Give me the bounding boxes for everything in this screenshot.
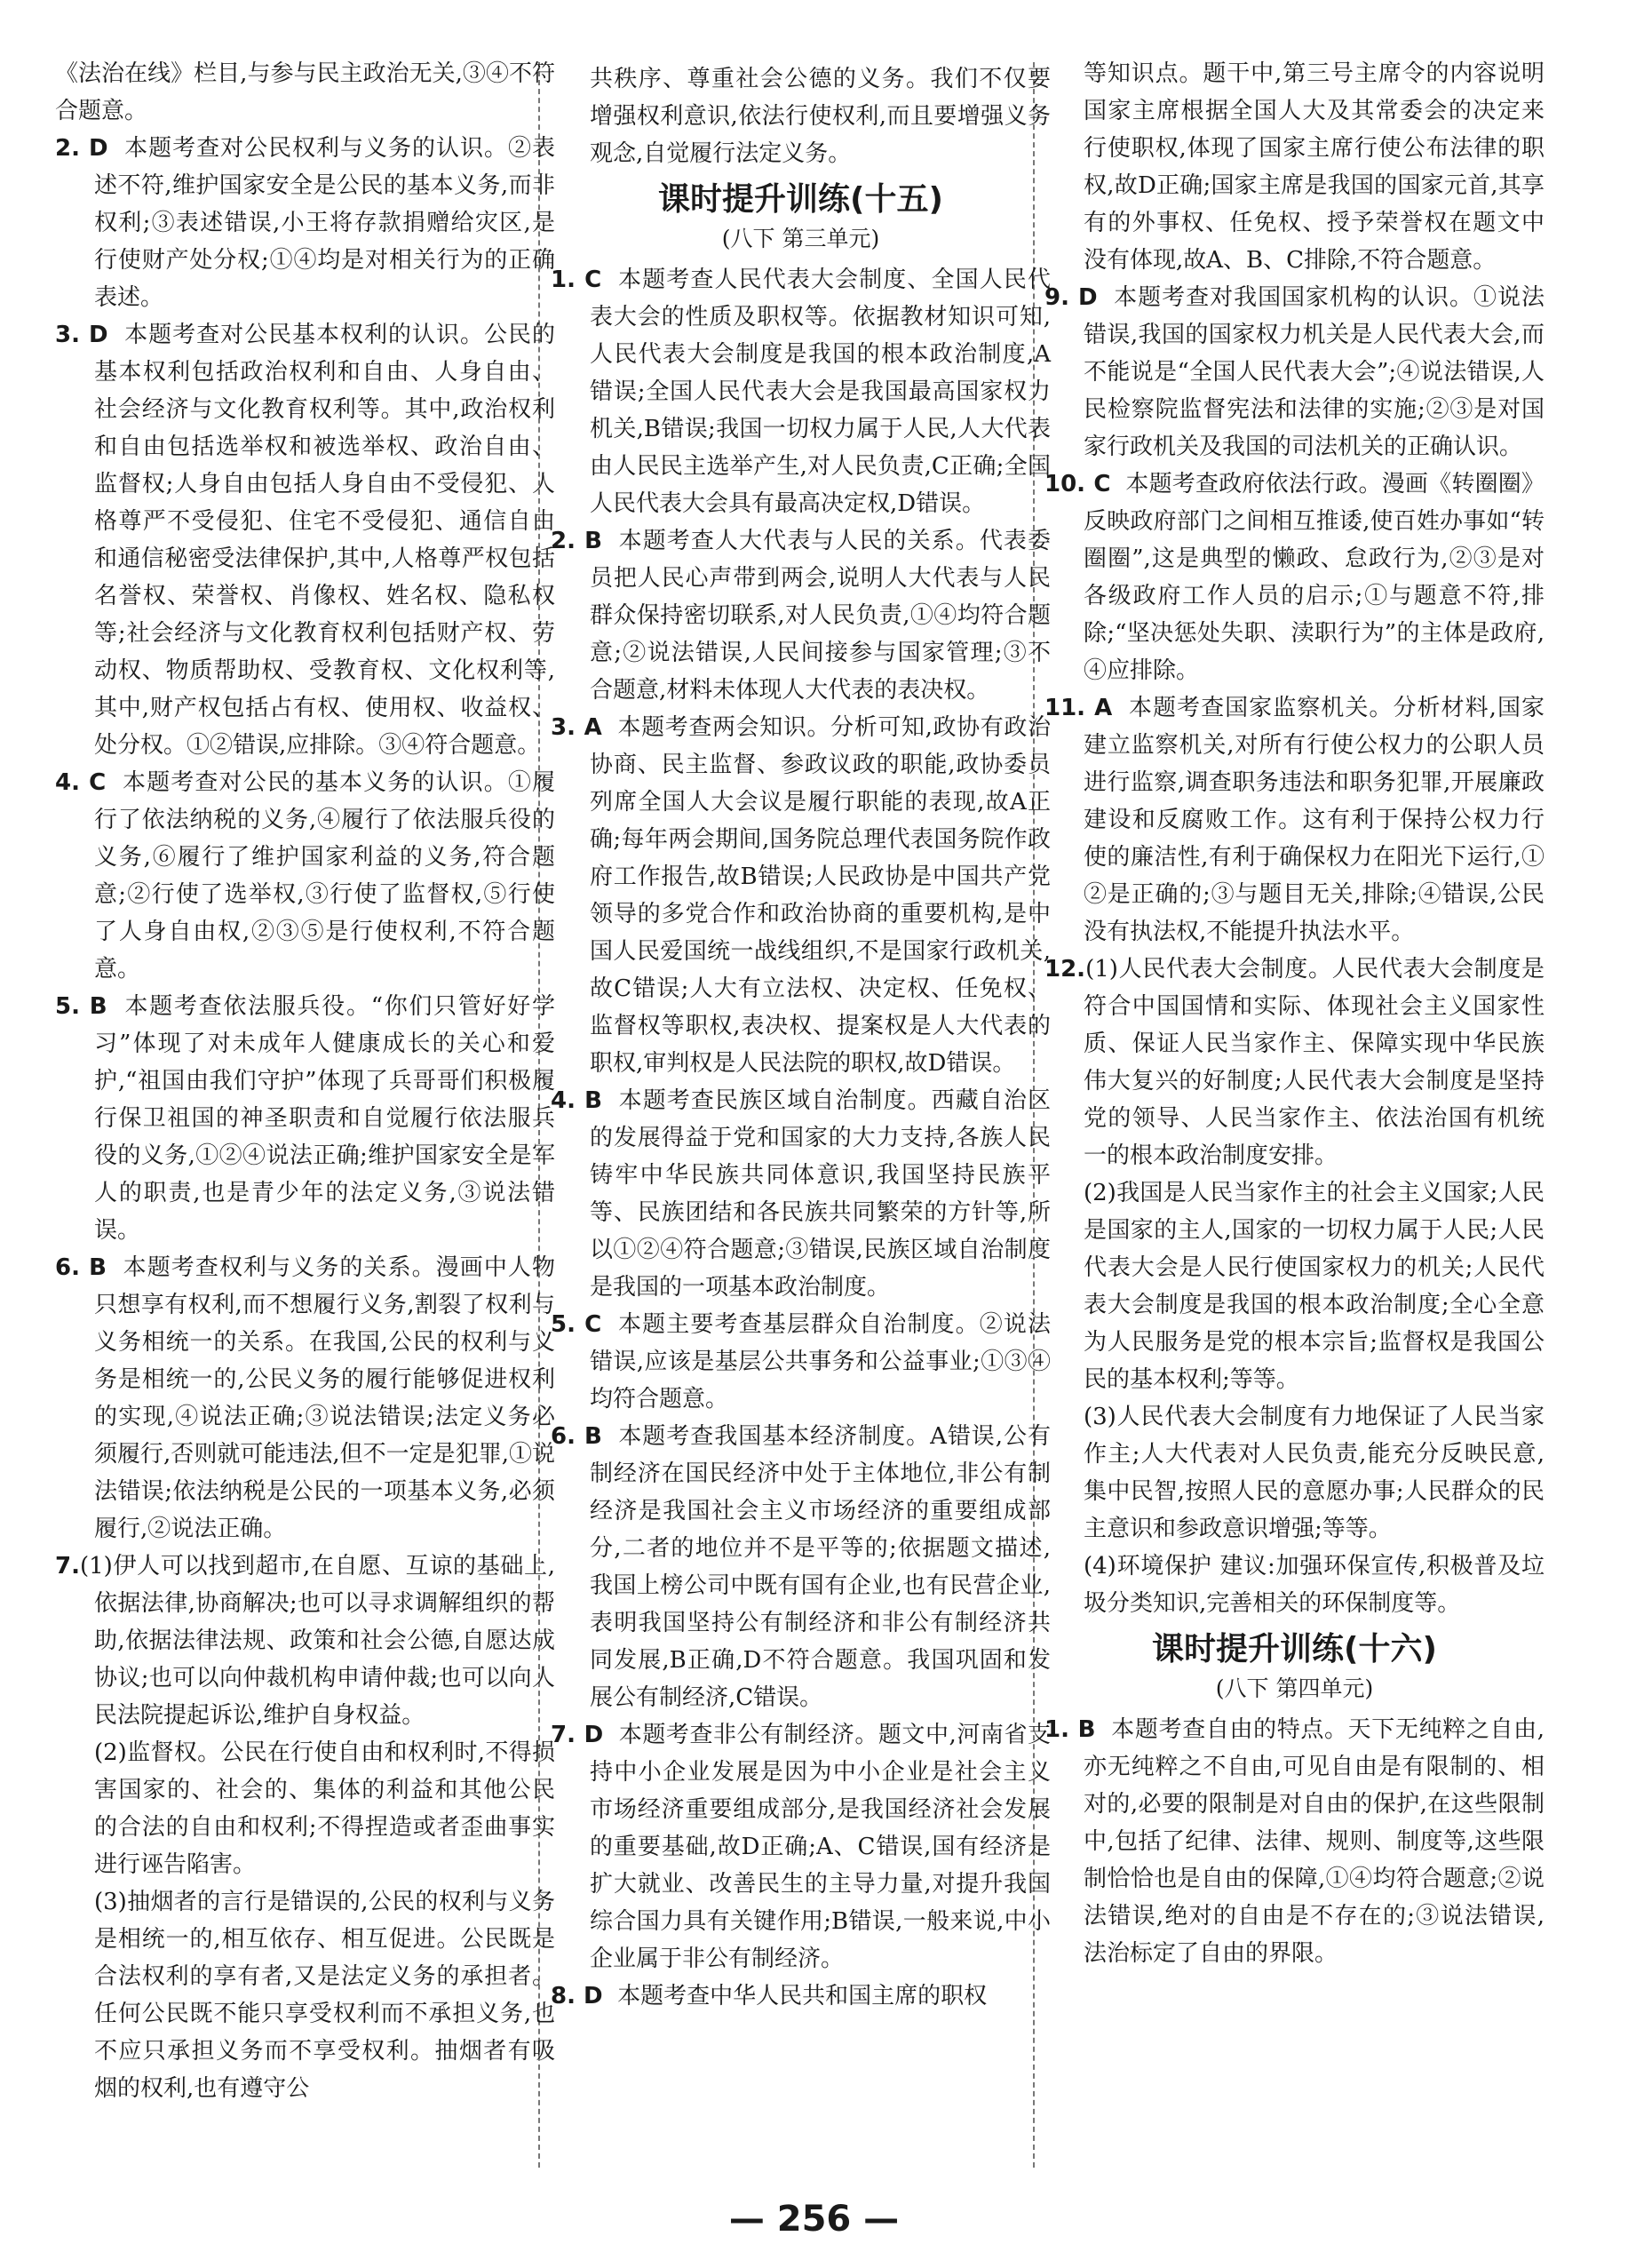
answer-explanation: (1)人民代表大会制度。人民代表大会制度是符合中国国情和实际、体现社会主义国家性质、保证人民当家作主、保障实现中华民族伟大复兴的好制度;人民代表大会制度是坚持党的领导、人民当家作主、依法治国有机统一的根本政治制度安排。 bbox=[1084, 956, 1545, 1169]
answer-explanation: 本题考查非公有制经济。题文中,河南省支持中小企业发展是因为中小企业是社会主义市场经济重要组成部分,是我国经济社会发展的重要基础,故D正确;A、C错误,国有经济是扩大就业、改善民生的主导力量,对提升我国综合国力具有关键作用;B错误,一般来说,中小企业属于非公有制经济。 bbox=[590, 1722, 1051, 1972]
answer-number: 8. D bbox=[551, 1983, 603, 2009]
answer-explanation: 本题考查对公民基本权利的认识。公民的基本权利包括政治权利和自由、人身自由、社会经济与文化教育权利等。其中,政治权利和自由包括选举权和被选举权、政治自由、监督权;人身自由包括人身自由不受侵犯、人格尊严不受侵犯、住宅不受侵犯、通信自由和通信秘密受法律保护,其中,人格尊严权包括名誉权、荣誉权、肖像权、姓名权、隐私权等;社会经济与文化教育权利包括财产权、劳动权、物质帮助权、受教育权、文化权利等,其中,财产权包括占有权、使用权、收益权、处分权。①②错误,应排除。③④符合题意。 bbox=[94, 322, 555, 759]
section-subtitle: (八下 第三单元) bbox=[721, 226, 880, 251]
answer-item bbox=[55, 130, 555, 316]
answer-explanation: 本题考查民族区域自治制度。西藏自治区的发展得益于党和国家的大力支持,各族人民铸牢中华民族共同体意识,我国坚持民族平等、民族团结和各民族共同繁荣的方针等,所以①②④符合题意;③错误,民族区域自治制度是我国的一项基本政治制度。 bbox=[590, 1087, 1051, 1301]
answer-number: 11. A bbox=[1044, 695, 1113, 721]
answer-number: 2. D bbox=[55, 135, 108, 162]
answer-explanation: 本题考查两会知识。分析可知,政协有政治协商、民主监督、参政议政的职能,政协委员列席全国人大会议是履行职能的表现,故A正确;每年两会期间,国务院总理代表国务院作政府工作报告,故B错误;人民政协是中国共产党领导的多党合作和政治协商的重要机构,是中国人民爱国统一战线组织,不是国家行政机关,故C错误;人大有立法权、决定权、任免权、监督权等职权,表决权、提案权是人大代表的职权,审判权是人民法院的职权,故D错误。 bbox=[590, 714, 1051, 1077]
answer-explanation: 本题考查政府依法行政。漫画《转圈圈》反映政府部门之间相互推诿,使百姓办事如“转圈圈”,这是典型的懒政、怠政行为,②③是对各级政府工作人员的启示;①与题意不符,排除;“坚决惩处失职、渎职行为”的主体是政府,④应排除。 bbox=[1084, 471, 1545, 684]
column-middle bbox=[551, 60, 1051, 2015]
section-title: 课时提升训练(十五) bbox=[658, 181, 943, 218]
answer-item bbox=[55, 988, 555, 1249]
answer-number: 10. C bbox=[1044, 471, 1111, 497]
answer-item bbox=[551, 261, 1051, 522]
answer-number: 4. B bbox=[551, 1087, 602, 1114]
answer-subpart: (3)抽烟者的言行是错误的,公民的权利与义务是相统一的,相互依存、相互促进。公民既是合法权利的享有者,又是法定义务的承担者。任何公民既不能只享受权利而不承担义务,也不应只承担义务而不享受权利。抽烟者有吸烟的权利,也有遵守公 bbox=[94, 1889, 555, 2102]
answer-number: 3. D bbox=[55, 322, 108, 348]
answer-number: 5. C bbox=[551, 1311, 602, 1338]
answer-number: 1. B bbox=[1044, 1716, 1096, 1743]
answer-item bbox=[551, 1306, 1051, 1418]
answer-item bbox=[55, 1548, 555, 1734]
answer-item bbox=[1044, 466, 1545, 689]
answer-item bbox=[1044, 1711, 1545, 1972]
answer-item bbox=[55, 316, 555, 764]
answer-number: 12. bbox=[1044, 956, 1086, 983]
answer-item bbox=[551, 1418, 1051, 1716]
answer-number: 6. B bbox=[55, 1254, 107, 1281]
answer-item bbox=[55, 1249, 555, 1548]
column-right bbox=[1044, 55, 1545, 1972]
answer-explanation: 本题考查对公民的基本义务的认识。①履行了依法纳税的义务,④履行了依法服兵役的义务,⑥履行了维护国家利益的义务,符合题意;②行使了选举权,③行使了监督权,⑤行使了人身自由权,②③⑤是行使权利,不符合题意。 bbox=[94, 769, 555, 983]
answer-explanation: 本题考查人大代表与人民的关系。代表委员把人民心声带到两会,说明人大代表与人民群众保持密切联系,对人民负责,①④均符合题意;②说法错误,人民间接参与国家管理;③不合题意,材料未体现人大代表的表决权。 bbox=[590, 528, 1051, 704]
answer-item bbox=[1044, 689, 1545, 951]
answer-subpart: (3)人民代表大会制度有力地保证了人民当家作主;人大代表对人民负责,能充分反映民意,集中民智,按照人民的意愿办事;人民群众的民主意识和参政意识增强;等等。 bbox=[1084, 1404, 1545, 1542]
answer-item bbox=[551, 709, 1051, 1082]
answer-explanation: 本题考查对公民权利与义务的认识。②表述不符,维护国家安全是公民的基本义务,而非权利;③表述错误,小王将存款捐赠给灾区,是行使财产处分权;①④均是对相关行为的正确表述。 bbox=[94, 135, 555, 311]
answer-item bbox=[1044, 279, 1545, 466]
answer-number: 9. D bbox=[1044, 284, 1098, 311]
answer-number: 5. B bbox=[55, 993, 107, 1020]
answer-item bbox=[551, 522, 1051, 709]
section-subtitle: (八下 第四单元) bbox=[1215, 1675, 1374, 1701]
continued-text: 共秩序、尊重社会公德的义务。我们不仅要增强权利意识,依法行使权利,而且要增强义务观念,自觉履行法定义务。 bbox=[590, 66, 1051, 167]
answer-explanation: 本题主要考查基层群众自治制度。②说法错误,应该是基层公共事务和公益事业;①③④均符合题意。 bbox=[590, 1311, 1051, 1413]
column-left bbox=[55, 55, 555, 2107]
answer-explanation: 本题考查人民代表大会制度、全国人民代表大会的性质及职权等。依据教材知识可知,人民代表大会制度是我国的根本政治制度,A错误;全国人民代表大会是我国最高国家权力机关,B错误;我国一切权力属于人民,人大代表由人民民主选举产生,对人民负责,C正确;全国人民代表大会具有最高决定权,D错误。 bbox=[590, 267, 1051, 517]
answer-explanation: 本题考查国家监察机关。分析材料,国家建立监察机关,对所有行使公权力的公职人员进行监察,调查职务违法和职务犯罪,开展廉政建设和反腐败工作。这有利于保持公权力行使的廉洁性,有利于确保权力在阳光下运行,①②是正确的;③与题目无关,排除;④错误,公民没有执法权,不能提升执法水平。 bbox=[1084, 695, 1545, 945]
answer-subpart: (4)环境保护 建议:加强环保宣传,积极普及垃圾分类知识,完善相关的环保制度等。 bbox=[1084, 1553, 1545, 1617]
answer-item bbox=[1044, 951, 1545, 1174]
continued-text: 等知识点。题干中,第三号主席令的内容说明国家主席根据全国人大及其常委会的决定来行使职权,体现了国家主席行使公布法律的职权,故D正确;国家主席是我国的国家元首,其享有的外事权、任免权、授予荣誉权在题文中没有体现,故A、B、C排除,不符合题意。 bbox=[1084, 60, 1545, 274]
answer-number: 3. A bbox=[551, 714, 602, 741]
answer-number: 6. B bbox=[551, 1423, 602, 1450]
answer-explanation: 本题考查中华人民共和国主席的职权 bbox=[617, 1983, 988, 2009]
answer-explanation: (1)伊人可以找到超市,在自愿、互谅的基础上,依据法律,协商解决;也可以寻求调解组织的帮助,依据法律法规、政策和社会公德,自愿达成协议;也可以向仲裁机构申请仲裁;也可以向人民法院提起诉讼,维护自身权益。 bbox=[79, 1553, 555, 1729]
answer-explanation: 本题考查自由的特点。天下无纯粹之自由,亦无纯粹之不自由,可见自由是有限制的、相对的,必要的限制是对自由的保护,在这些限制中,包括了纪律、法律、规则、制度等,这些限制恰恰也是自由的保障,①④均符合题意;②说法错误,绝对的自由是不存在的;③说法错误,法治标定了自由的界限。 bbox=[1084, 1716, 1545, 1967]
answer-item bbox=[551, 1716, 1051, 1978]
answer-item bbox=[55, 764, 555, 988]
answer-subpart: (2)我国是人民当家作主的社会主义国家;人民是国家的主人,国家的一切权力属于人民;人民代表大会是人民行使国家权力的机关;人民代表大会制度是我国的根本政治制度;全心全意为人民服务是党的根本宗旨;监督权是我国公民的基本权利;等等。 bbox=[1084, 1180, 1545, 1393]
answer-explanation: 本题考查依法服兵役。“你们只管好好学习”体现了对未成年人健康成长的关心和爱护,“祖国由我们守护”体现了兵哥哥们积极履行保卫祖国的神圣职责和自觉履行依法服兵役的义务,①②④说法正确;维护国家安全是军人的职责,也是青少年的法定义务,③说法错误。 bbox=[94, 993, 556, 1244]
answer-number: 7. bbox=[55, 1553, 80, 1580]
answer-number: 7. D bbox=[551, 1722, 604, 1748]
answer-item bbox=[551, 1082, 1051, 1306]
answer-number: 2. B bbox=[551, 528, 602, 554]
answer-explanation: 本题考查权利与义务的关系。漫画中人物只想享有权利,而不想履行义务,割裂了权利与义务相统一的关系。在我国,公民的权利与义务是相统一的,公民义务的履行能够促进权利的实现,④说法正确;③说法错误;法定义务必须履行,否则就可能违法,但不一定是犯罪,①说法错误;依法纳税是公民的一项基本义务,必须履行,②说法正确。 bbox=[94, 1254, 555, 1542]
answer-subpart: (2)监督权。公民在行使自由和权利时,不得损害国家的、社会的、集体的利益和其他公民的合法的自由和权利;不得捏造或者歪曲事实进行诬告陷害。 bbox=[94, 1739, 555, 1878]
answer-explanation: 本题考查我国基本经济制度。A错误,公有制经济在国民经济中处于主体地位,非公有制经济是我国社会主义市场经济的重要组成部分,二者的地位并不是平等的;依据题文描述,我国上榜公司中既有国有企业,也有民营企业,表明我国坚持公有制经济和非公有制经济共同发展,B正确,D不符合题意。我国巩固和发展公有制经济,C错误。 bbox=[590, 1423, 1052, 1711]
answer-explanation: 本题考查对我国国家机构的认识。①说法错误,我国的国家权力机关是人民代表大会,而不能说是“全国人民代表大会”;④说法错误,人民检察院监督宪法和法律的实施;②③是对国家行政机关及我国的司法机关的正确认识。 bbox=[1084, 284, 1545, 460]
continued-text: 《法治在线》栏目,与参与民主政治无关,③④不符合题意。 bbox=[55, 60, 555, 124]
section-title: 课时提升训练(十六) bbox=[1152, 1631, 1437, 1667]
answer-item bbox=[551, 1978, 1051, 2015]
page-number: — 256 — bbox=[728, 2199, 900, 2240]
answer-number: 1. C bbox=[551, 267, 602, 293]
answer-number: 4. C bbox=[55, 769, 107, 796]
